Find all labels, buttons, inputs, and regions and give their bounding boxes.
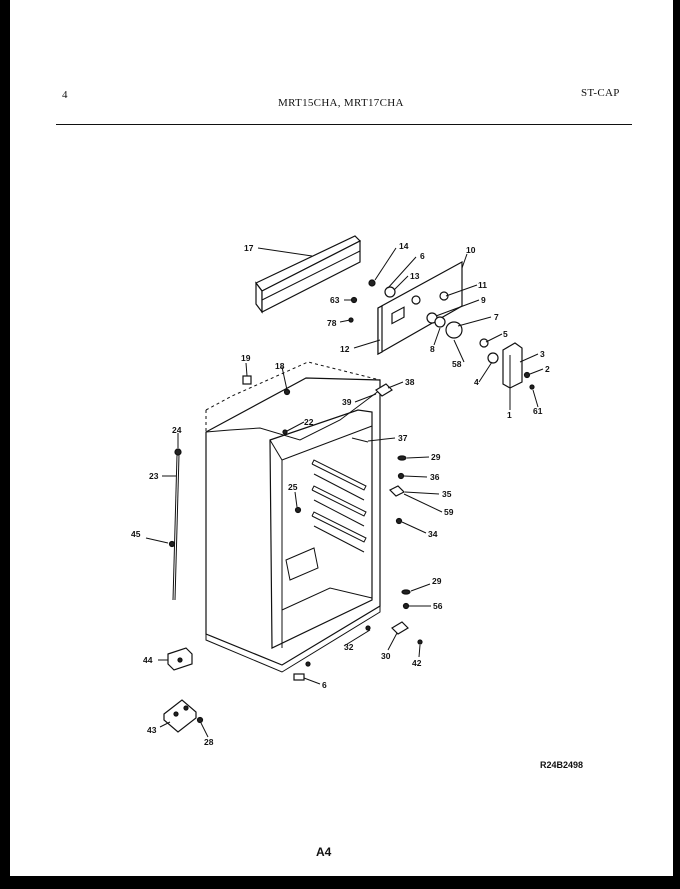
control-panel-drawing — [378, 262, 462, 354]
cabinet-liner-drawing — [206, 362, 380, 672]
callout-9: 9 — [481, 295, 486, 305]
callout-5: 5 — [503, 329, 508, 339]
callout-14: 14 — [399, 241, 409, 251]
callout-42: 42 — [412, 658, 422, 668]
callout-30: 30 — [381, 651, 391, 661]
callout-36: 36 — [430, 472, 440, 482]
callout-25: 25 — [288, 482, 298, 492]
callout-3: 3 — [540, 349, 545, 359]
callout-2: 2 — [545, 364, 550, 374]
callout-24: 24 — [172, 425, 182, 435]
hinge-drawing — [164, 700, 203, 732]
callout-12: 12 — [340, 344, 350, 354]
callout-6: 6 — [420, 251, 425, 261]
callout-4: 4 — [474, 377, 479, 387]
callout-39: 39 — [342, 397, 352, 407]
model-numbers: MRT15CHA, MRT17CHA — [278, 97, 404, 109]
callout-43: 43 — [147, 725, 157, 735]
callout-1: 1 — [507, 410, 512, 420]
page-label: A4 — [316, 845, 332, 859]
drawing-reference-code: R24B2498 — [540, 760, 584, 770]
callout-18: 18 — [275, 361, 285, 371]
callout-7: 7 — [494, 312, 499, 322]
callout-59: 59 — [444, 507, 454, 517]
section-code: ST-CAP — [581, 87, 620, 99]
leveling-leg-drawing — [168, 648, 192, 670]
callout-23: 23 — [149, 471, 159, 481]
callout-44: 44 — [143, 655, 153, 665]
callout-10: 10 — [466, 245, 476, 255]
callout-35: 35 — [442, 489, 452, 499]
callout-58: 58 — [452, 359, 462, 369]
callout-19: 19 — [241, 353, 251, 363]
callout-28: 28 — [204, 737, 214, 747]
thermostat-housing-drawing — [503, 343, 534, 389]
callout-37: 37 — [398, 433, 408, 443]
callout-61: 61 — [533, 406, 543, 416]
callout-63: 63 — [330, 295, 340, 305]
page-number: 4 — [62, 89, 68, 101]
callout-17: 17 — [244, 243, 254, 253]
callout-45: 45 — [131, 529, 141, 539]
trim-strip-drawing — [256, 236, 360, 312]
callout-29-upper: 29 — [431, 452, 441, 462]
callout-13: 13 — [410, 271, 420, 281]
callout-6-lower: 6 — [322, 680, 327, 690]
drain-tube-drawing — [170, 449, 182, 600]
callout-78: 78 — [327, 318, 337, 328]
callout-38: 38 — [405, 377, 415, 387]
callout-8: 8 — [430, 344, 435, 354]
callout-32: 32 — [344, 642, 354, 652]
callout-34: 34 — [428, 529, 438, 539]
callout-29-lower: 29 — [432, 576, 442, 586]
callout-22: 22 — [304, 417, 314, 427]
callout-56: 56 — [433, 601, 443, 611]
callout-11: 11 — [478, 280, 487, 290]
